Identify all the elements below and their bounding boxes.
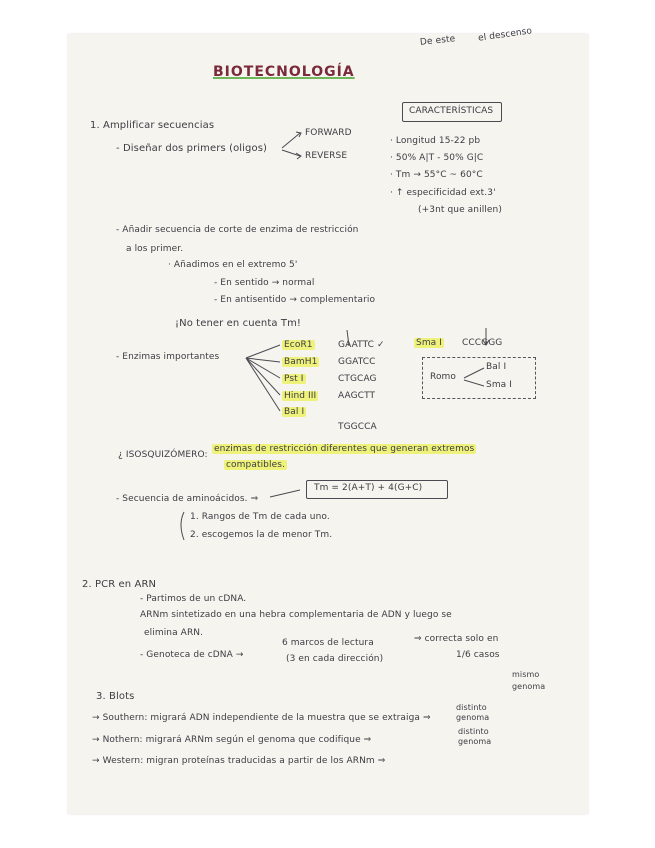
enzyme-name: BamH1 (284, 357, 318, 367)
char-item: · Tm → 55°C ~ 60°C (390, 170, 483, 180)
pcr-line-2: - Genoteca de cDNA → (140, 650, 244, 660)
section2-heading: 2. PCR en ARN (82, 579, 157, 590)
sma-seq: CCCGGG (462, 338, 503, 348)
distinto-1: distinto (456, 703, 487, 712)
enzyme-seq: GAATTC ✓ (338, 340, 385, 350)
enzyme-seq: TGGCCA (338, 422, 377, 432)
add-site-2: a los primer. (126, 244, 184, 254)
southern-line: → Southern: migrará ADN independiente de la muestra que se extraiga ⇒ (92, 713, 431, 723)
enzyme-name: EcoR1 (284, 340, 313, 350)
char-item: · ↑ especificidad ext.3' (390, 188, 496, 198)
corner-text-1: De este (419, 34, 456, 48)
char-item: (+3nt que anillen) (418, 205, 502, 215)
pcr-line-1c: elimina ARN. (144, 628, 204, 638)
distinto-2: distinto (458, 727, 489, 736)
sma-name: Sma I (416, 338, 443, 348)
char-item: · 50% A|T - 50% G|C (390, 153, 484, 163)
isosquizomero-def: enzimas de restricción diferentes que generan extremos (214, 444, 475, 454)
step-2: 2. escogemos la de menor Tm. (190, 530, 333, 540)
no-tm-note: ¡No tener en cuenta Tm! (175, 318, 302, 329)
section1-heading: 1. Amplificar secuencias (90, 120, 215, 131)
pcr-line-2d: ⇒ correcta solo en (414, 634, 499, 644)
pcr-line-1b: ARNm sintetizado en una hebra complementaria de ADN y luego se (140, 610, 452, 620)
enzyme-name: Pst I (284, 374, 304, 384)
northern-line: → Nothern: migrará ARNm según el genoma que codifique ⇒ (92, 735, 372, 745)
genoma-2: genoma (458, 737, 492, 746)
add-5prime: · Añadimos en el extremo 5' (168, 260, 298, 270)
enzyme-name: Bal I (284, 407, 305, 417)
antisense-line: - En antisentido → complementario (214, 295, 376, 305)
romo-bal: Bal I (486, 362, 507, 372)
aa-sequence: - Secuencia de aminoácidos. ⇒ (116, 494, 259, 504)
reverse-label: REVERSE (305, 151, 348, 161)
page-title: BIOTECNOLOGÍA (213, 64, 355, 80)
char-item: · Longitud 15-22 pb (390, 136, 481, 146)
enzyme-seq: CTGCAG (338, 374, 377, 384)
pcr-line-1: - Partimos de un cDNA. (140, 594, 247, 604)
pcr-line-2b: 6 marcos de lectura (282, 638, 374, 648)
section3-heading: 3. Blots (96, 691, 135, 702)
forward-label: FORWARD (305, 128, 352, 138)
enzyme-name: Hind III (284, 391, 317, 401)
western-line: → Western: migran proteínas traducidas a partir de los ARNm ⇒ (92, 756, 386, 766)
romo-sma: Sma I (486, 380, 513, 390)
enzyme-seq: GGATCC (338, 357, 376, 367)
genoma-1: genoma (456, 713, 490, 722)
design-primers: - Diseñar dos primers (oligos) (116, 143, 268, 154)
pcr-line-2e: 1/6 casos (456, 650, 500, 660)
characteristics-title: CARACTERÍSTICAS (409, 106, 494, 116)
enzymes-label: - Enzimas importantes (116, 352, 220, 362)
enzyme-seq: AAGCTT (338, 391, 376, 401)
step-1: 1. Rangos de Tm de cada uno. (190, 512, 330, 522)
sense-line: - En sentido → normal (214, 278, 315, 288)
romo-label: Romo (430, 372, 457, 382)
isosquizomero-label: ¿ ISOSQUIZÓMERO: (118, 450, 208, 460)
tm-formula: Tm = 2(A+T) + 4(G+C) (314, 483, 423, 493)
mismo-label: mismo (512, 670, 540, 679)
corner-text-2: el descenso (477, 26, 533, 44)
pcr-line-2c: (3 en cada dirección) (286, 654, 384, 664)
isosquizomero-def-2: compatibles. (226, 460, 285, 470)
add-site: - Añadir secuencia de corte de enzima de restricción (116, 225, 359, 235)
genoma-label: genoma (512, 682, 546, 691)
